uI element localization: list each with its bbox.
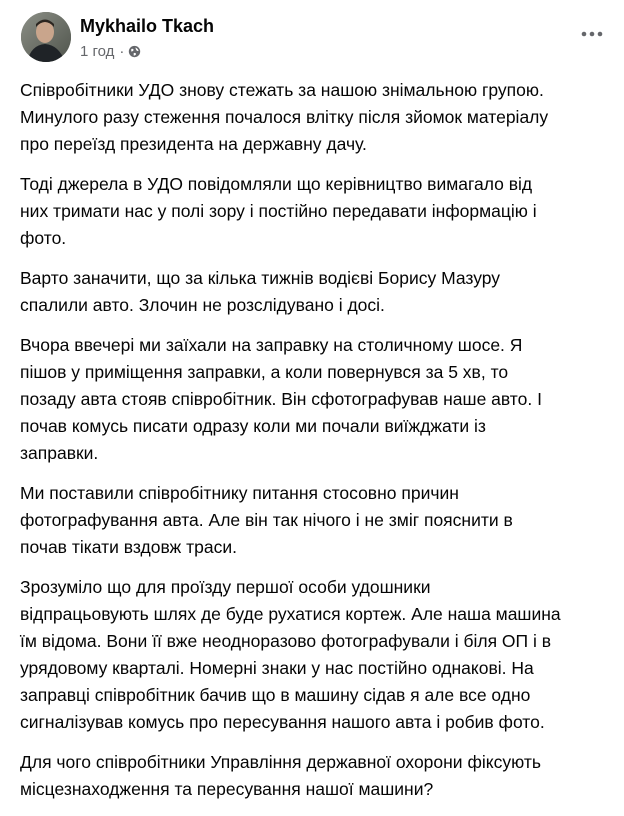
text-line: Варто заначити, що за кілька тижнів водієві Борису Мазуру <box>20 268 501 288</box>
text-line: Тоді джерела в УДО повідомляли що керівництво вимагало від <box>20 174 533 194</box>
post-paragraph <box>20 77 610 158</box>
text-line: них тримати нас у полі зору і постійно передавати інформацію і <box>20 201 537 221</box>
post-paragraph <box>20 265 610 319</box>
text-line: місцезнаходження та пересування нашої машини? <box>20 779 434 799</box>
author-name[interactable]: Mykhailo Tkach <box>80 16 215 36</box>
text-line: фото. <box>20 228 67 248</box>
post-time[interactable]: 1 год <box>80 43 115 60</box>
post-header <box>21 12 606 68</box>
post-paragraph <box>20 749 610 803</box>
text-line: заправці співробітник бачив що в машину сідав я але все одно <box>20 685 531 705</box>
text-line: Ми поставили співробітнику питання стосовно причин <box>20 483 459 503</box>
text-line: сигналізував комусь про пересування нашого авта і робив фото. <box>20 712 545 732</box>
text-line: почав комусь писати одразу коли ми почали виїжджати із <box>20 416 486 436</box>
post-body <box>20 77 610 816</box>
post-meta <box>80 43 141 60</box>
text-line: спалили авто. Злочин не розслідувано і досі. <box>20 295 385 315</box>
post-paragraph <box>20 332 610 467</box>
avatar[interactable] <box>21 12 71 62</box>
text-line: почав тікати вздовж траси. <box>20 537 237 557</box>
more-options-icon[interactable] <box>578 24 606 44</box>
text-line: Вчора ввечері ми заїхали на заправку на столичному шосе. Я <box>20 335 523 355</box>
text-line: їм відома. Вони її вже неодноразово фотографували і біля ОП і в <box>20 631 552 651</box>
globe-icon <box>128 45 141 58</box>
text-line: фотографування авта. Але він так нічого і не зміг пояснити в <box>20 510 513 530</box>
meta-separator: · <box>119 43 125 60</box>
text-line: Співробітники УДО знову стежать за нашою знімальною групою. <box>20 80 544 100</box>
text-line: заправки. <box>20 443 99 463</box>
post-paragraph <box>20 480 610 561</box>
text-line: Для чого співробітники Управління державної охорони фіксують <box>20 752 541 772</box>
text-line: відпрацьовують шлях де буде рухатися кортеж. Але наша машина <box>20 604 561 624</box>
text-line: пішов у приміщення заправки, а коли повернувся за 5 хв, то <box>20 362 509 382</box>
post-paragraph <box>20 574 610 736</box>
post-paragraph <box>20 171 610 252</box>
text-line: про переїзд президента на державну дачу. <box>20 134 367 154</box>
text-line: Зрозуміло що для проїзду першої особи удошники <box>20 577 431 597</box>
text-line: позаду авта стояв співробітник. Він сфотографував наше авто. І <box>20 389 542 409</box>
text-line: Минулого разу стеження почалося влітку після зйомок матеріалу <box>20 107 549 127</box>
text-line: урядовому кварталі. Номерні знаки у нас постійно однакові. На <box>20 658 534 678</box>
